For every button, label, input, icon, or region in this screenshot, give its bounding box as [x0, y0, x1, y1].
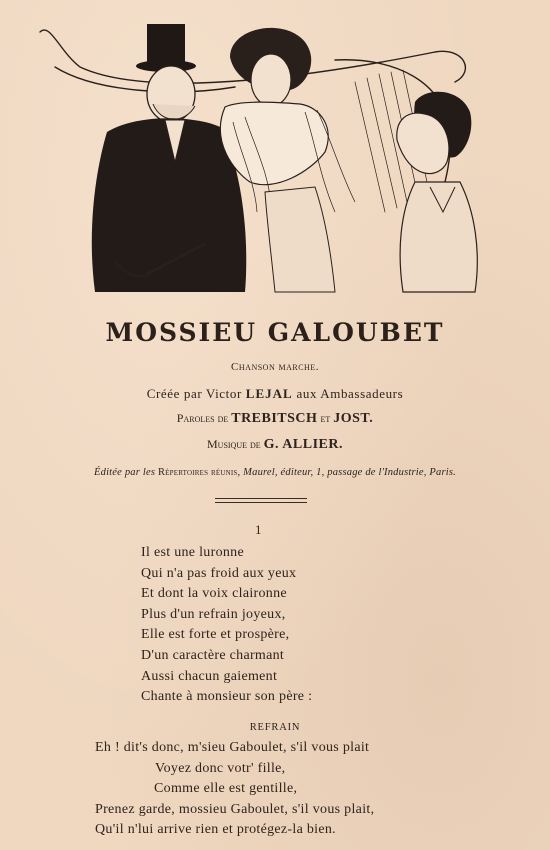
- verse-block: [141, 543, 312, 708]
- song-subtitle: Chanson marche.: [231, 361, 319, 373]
- verse-number: 1: [255, 522, 262, 537]
- verse-line: Aussi chacun gaiement: [141, 668, 278, 684]
- song-title: MOSSIEU GALOUBET: [105, 318, 445, 347]
- lyrics-and: et: [317, 411, 334, 425]
- refrain-line: Prenez garde, mossieu Gaboulet, s'il vous plait,: [95, 801, 375, 817]
- refrain-block: [95, 738, 374, 841]
- verse-line: D'un caractère charmant: [141, 647, 285, 663]
- verse-line: Qui n'a pas froid aux yeux: [141, 565, 297, 581]
- music-credit: [0, 437, 550, 453]
- verse-line: Plus d'un refrain joyeux,: [141, 606, 286, 622]
- lyrics-prefix: Paroles de: [176, 411, 232, 425]
- creator-prefix: Créée par Victor: [146, 386, 246, 401]
- refrain-line: Voyez donc votr' fille,: [155, 760, 286, 776]
- verse-line: Elle est forte et prospère,: [141, 627, 290, 643]
- refrain-line: Eh ! dit's donc, m'sieu Gaboulet, s'il vous plait: [95, 740, 370, 755]
- publisher-name: Répertoires réunis: [157, 467, 238, 478]
- refrain-label: REFRAIN: [249, 722, 301, 733]
- refrain-line: Qu'il n'lui arrive rien et protégez-la bien.: [95, 822, 336, 838]
- creator-name: LEJAL: [245, 386, 293, 401]
- lyrics-author-1: TREBITSCH: [231, 411, 318, 426]
- publisher-prefix: Éditée par les: [94, 467, 158, 478]
- verse-line: Il est une luronne: [141, 545, 244, 560]
- creator-credit: [0, 386, 550, 402]
- verse-line: Et dont la voix claironne: [141, 586, 287, 602]
- creator-suffix: aux Ambassadeurs: [292, 386, 404, 401]
- young-man-figure-icon: [397, 92, 478, 292]
- divider-rule: [215, 498, 307, 503]
- publisher-credit: [0, 467, 550, 478]
- publisher-suffix: , Maurel, éditeur, 1, passage de l'Industrie, Paris.: [237, 467, 456, 478]
- refrain-line: Comme elle est gentille,: [154, 781, 298, 797]
- engraving-illustration: [35, 12, 495, 304]
- lyrics-author-2: JOST.: [333, 411, 374, 426]
- music-author: G. ALLIER.: [263, 437, 343, 452]
- gentleman-figure-icon: [92, 24, 246, 292]
- lyrics-credit: [0, 411, 550, 427]
- music-prefix: Musique de: [207, 437, 264, 451]
- verse-line: Chante à monsieur son père :: [141, 689, 313, 705]
